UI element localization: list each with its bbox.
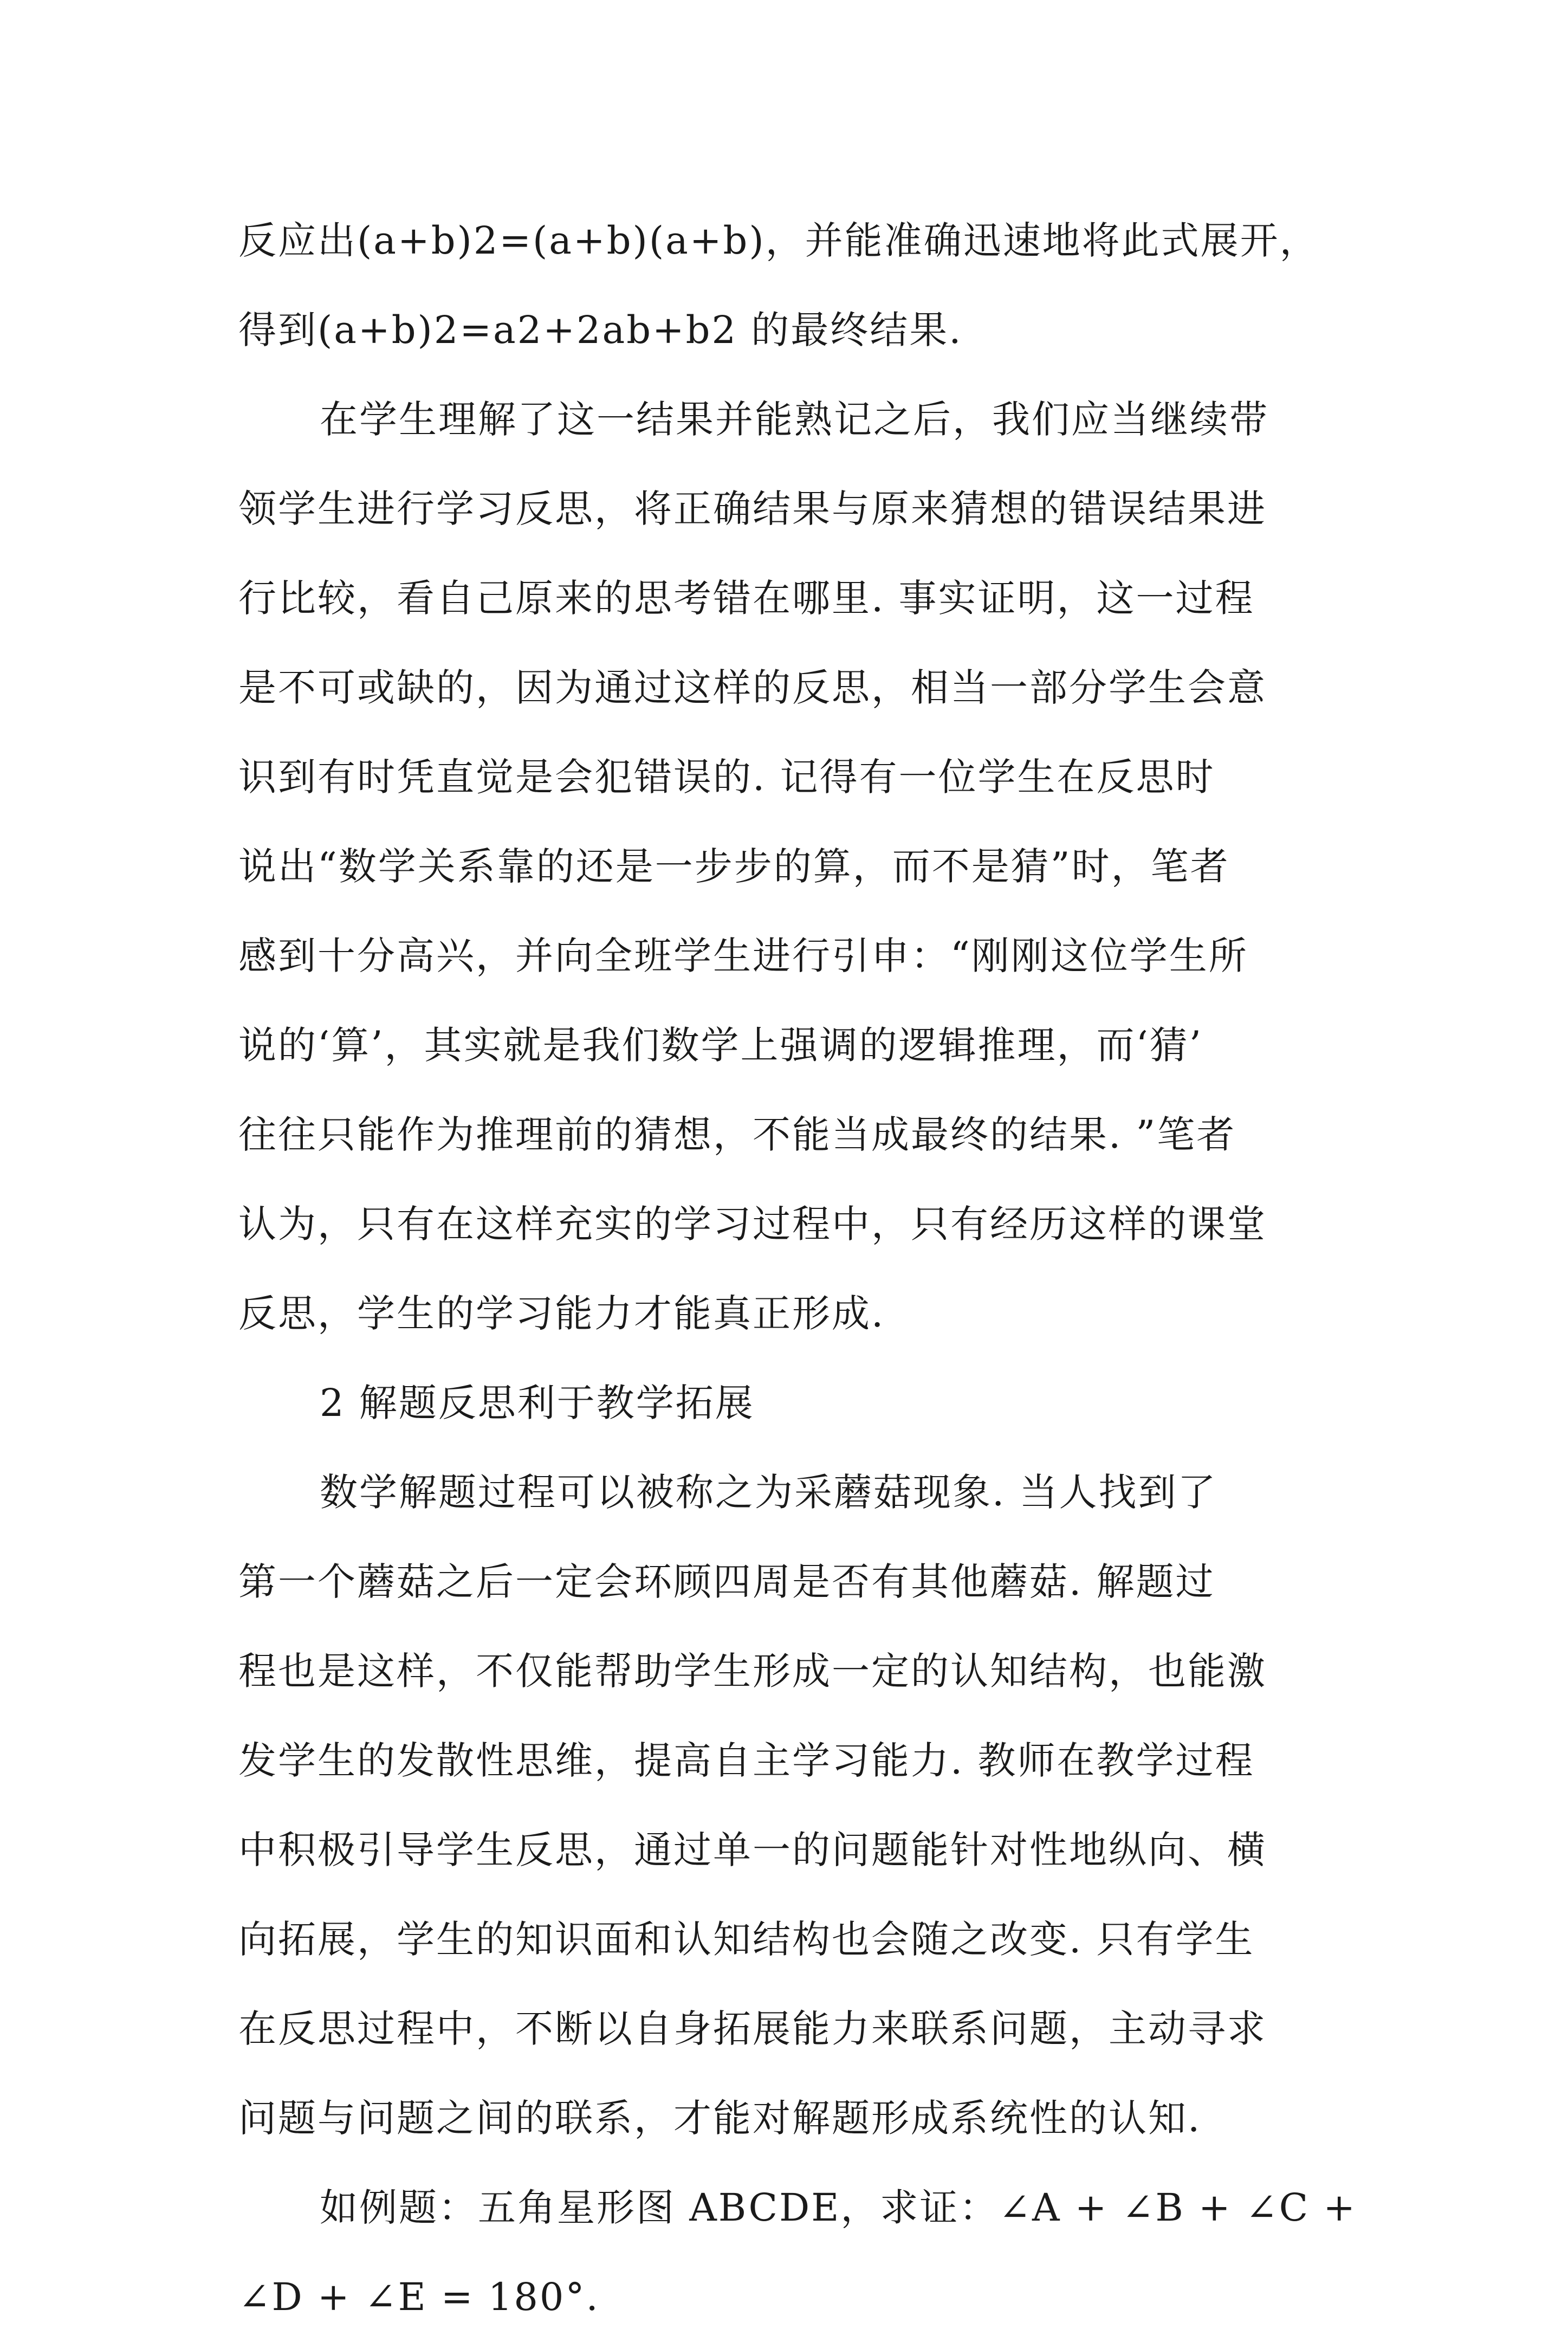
paragraph-line: 向拓展，学生的知识面和认知结构也会随之改变. 只有学生: [238, 1917, 1255, 1962]
paragraph-line: 行比较，看自己原来的思考错在哪里. 事实证明，这一过程: [238, 576, 1255, 620]
paragraph-line: 中积极引导学生反思，通过单一的问题能针对性地纵向、横: [238, 1828, 1267, 1872]
paragraph-line: 感到十分高兴，并向全班学生进行引申：“刚刚这位学生所: [238, 934, 1248, 978]
paragraph-line: 发学生的发散性思维，提高自主学习能力. 教师在教学过程: [238, 1738, 1255, 1783]
paragraph-line: 数学解题过程可以被称之为采蘑菇现象. 当人找到了: [320, 1470, 1217, 1515]
paragraph-line: 说出“数学关系靠的还是一步步的算，而不是猜”时，笔者: [238, 844, 1230, 889]
paragraph-line: 反思，学生的学习能力才能真正形成.: [238, 1291, 885, 1336]
section-heading: 2 解题反思利于教学拓展: [320, 1381, 755, 1425]
paragraph-line: 反应出(a+b)2=(a+b)(a+b)，并能准确迅速地将此式展开，: [238, 218, 1319, 263]
paragraph-line: 识到有时凭直觉是会犯错误的. 记得有一位学生在反思时: [238, 755, 1215, 799]
example-problem-line: 如例题：五角星形图 ABCDE，求证：∠A + ∠B + ∠C +: [320, 2185, 1357, 2230]
paragraph-line: 领学生进行学习反思，将正确结果与原来猜想的错误结果进: [238, 487, 1267, 531]
paragraph-line: 问题与问题之间的联系，才能对解题形成系统性的认知.: [238, 2096, 1202, 2140]
example-problem-line: ∠D + ∠E = 180°.: [238, 2275, 600, 2319]
paragraph-line: 往往只能作为推理前的猜想，不能当成最终的结果. ”笔者: [238, 1112, 1236, 1157]
paragraph-line: 认为，只有在这样充实的学习过程中，只有经历这样的课堂: [238, 1202, 1267, 1246]
paragraph-line: 是不可或缺的，因为通过这样的反思，相当一部分学生会意: [238, 665, 1267, 710]
paragraph-line: 程也是这样，不仅能帮助学生形成一定的认知结构，也能激: [238, 1649, 1267, 1693]
paragraph-line: 在学生理解了这一结果并能熟记之后，我们应当继续带: [320, 397, 1269, 442]
paragraph-line: 第一个蘑菇之后一定会环顾四周是否有其他蘑菇. 解题过: [238, 1560, 1215, 1604]
paragraph-line: 得到(a+b)2=a2+2ab+b2 的最终结果.: [238, 308, 963, 352]
paragraph-line: 在反思过程中，不断以自身拓展能力来联系问题，主动寻求: [238, 2007, 1267, 2051]
paragraph-line: 说的‘算’，其实就是我们数学上强调的逻辑推理，而‘猜’: [238, 1023, 1203, 1068]
body-text: [238, 196, 1357, 2342]
